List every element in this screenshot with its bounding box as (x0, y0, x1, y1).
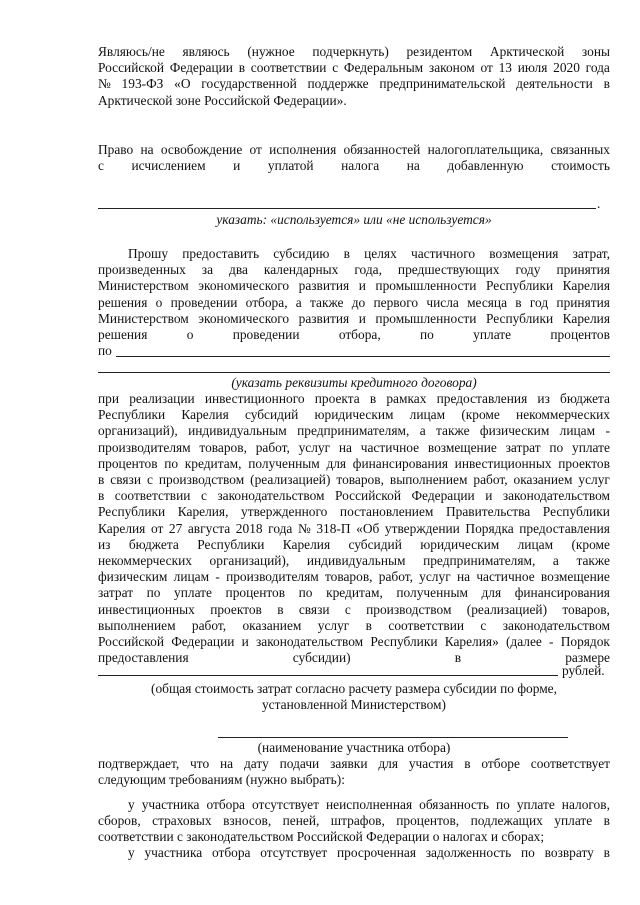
text-line: Министерством экономического развития и промышленности Республики Карелия (98, 310, 610, 326)
text-line: при реализации инвестиционного проекта в рамках предоставления из бюджета (98, 391, 610, 406)
hint-amount (98, 681, 610, 713)
text-line: процентов по кредитам, полученным для финансирования инвестиционных проектов (98, 455, 610, 471)
text-line: Министерством экономического развития и промышленности Республики Карелия (98, 278, 610, 294)
text-line: с исчислением и уплатой налога на добавленную стоимость (98, 158, 610, 174)
hint-participant: (наименование участника отбора) (257, 740, 451, 755)
text-line: решения о проведении отбора, по уплате процентов (98, 327, 610, 343)
text-line: (общая стоимость затрат согласно расчету размера субсидии по форме, (151, 681, 557, 696)
text-po: по (98, 343, 112, 358)
text-line: № 193-ФЗ «О государственной поддержке предпринимательской деятельности в (98, 76, 610, 92)
text-line: следующим требованиям (нужно выбрать): (98, 772, 345, 788)
text-line: предоставления субсидии) в размере (98, 650, 610, 666)
text-line: некоммерческих организаций), индивидуальным предпринимателям, а также (98, 553, 610, 569)
blank-line-vat (98, 208, 596, 209)
text-line: Являюсь/не являюсь (нужное подчеркнуть) резидентом Арктической зоны (98, 44, 610, 59)
text-line: Республики Карелия, утвержденного постановлением Правительства Республики (98, 504, 610, 520)
text-line: организаций), индивидуальным предпринимателям, а также физическим лицам - (98, 423, 610, 439)
text-line: у участника отбора отсутствует просроченная задолженность по возврату в (128, 845, 610, 860)
period: . (597, 196, 601, 211)
text-line: из бюджета Республики Карелия субсидий юридическим лицам (кроме (98, 536, 610, 552)
text-line: затрат по уплате процентов по кредитам, полученным для финансирования (98, 585, 610, 601)
blank-line-loan-2 (98, 372, 610, 373)
text-line: в связи с производством (реализацией) товаров, выполнением работ, оказанием услуг (98, 472, 610, 488)
paragraph-project (98, 391, 610, 666)
text-line: производителям товаров, работ, услуг на частичное возмещение затрат по уплате (98, 439, 610, 455)
blank-line-amount (98, 675, 558, 676)
paragraph-request (98, 246, 610, 343)
blank-line-participant (218, 737, 568, 738)
text-line: выполнением работ, оказанием услуг в соответствии с законодательством (98, 617, 610, 633)
text-line: произведенных за два календарных года, предшествующих году принятия (98, 262, 610, 278)
text-line: Республики Карелия субсидий юридическим лицам (кроме некоммерческих (98, 407, 610, 423)
text-line: Карелия от 27 августа 2018 года № 318-П «Об утверждении Порядка предоставления (98, 520, 610, 536)
text-line: в соответствии с законодательством Российской Федерации и законодательством (98, 488, 610, 504)
text-line: инвестиционных проектов в связи с производством (реализацией) товаров, (98, 601, 610, 617)
blank-line-loan (116, 356, 610, 357)
text-line: физическим лицам - производителям товаров, работ, услуг на частичное возмещение (98, 569, 610, 585)
paragraph-no-overdue-debt (98, 845, 610, 861)
paragraph-vat-exemption (98, 142, 610, 174)
text-rubles: рублей. (562, 663, 605, 678)
text-line: сборов, страховых взносов, пеней, штрафов, процентов, подлежащих уплате в (98, 813, 610, 829)
text-line: Право на освобождение от исполнения обязанностей налогоплательщика, связанных (98, 142, 610, 157)
text-line: Российской Федерации в соответствии с Федеральным законом от 13 июля 2020 года (98, 60, 610, 76)
hint-loan: (указать реквизиты кредитного договора) (231, 375, 477, 390)
text-line: у участника отбора отсутствует неисполненная обязанность по уплате налогов, (128, 797, 610, 812)
text-line: Арктической зоне Российской Федерации». (98, 92, 347, 108)
text-line: соответствии с законодательством Российской Федерации о налогах и сборах; (98, 829, 545, 845)
text-line: подтверждает, что на дату подачи заявки для участия в отборе соответствует (98, 756, 610, 771)
paragraph-confirms (98, 756, 610, 788)
text-line: установленной Министерством) (261, 697, 446, 713)
text-line: решения о проведении отбора, а также до первого числа месяца в год принятия (98, 294, 610, 310)
paragraph-arctic-resident (98, 44, 610, 109)
paragraph-no-tax-debt (98, 797, 610, 846)
text-line: Прошу предоставить субсидию в целях частичного возмещения затрат, (128, 246, 610, 261)
hint-vat: указать: «используется» или «не используется» (216, 212, 492, 227)
text-line: Российской Федерации и законодательством Республики Карелия» (далее - Порядок (98, 634, 610, 650)
